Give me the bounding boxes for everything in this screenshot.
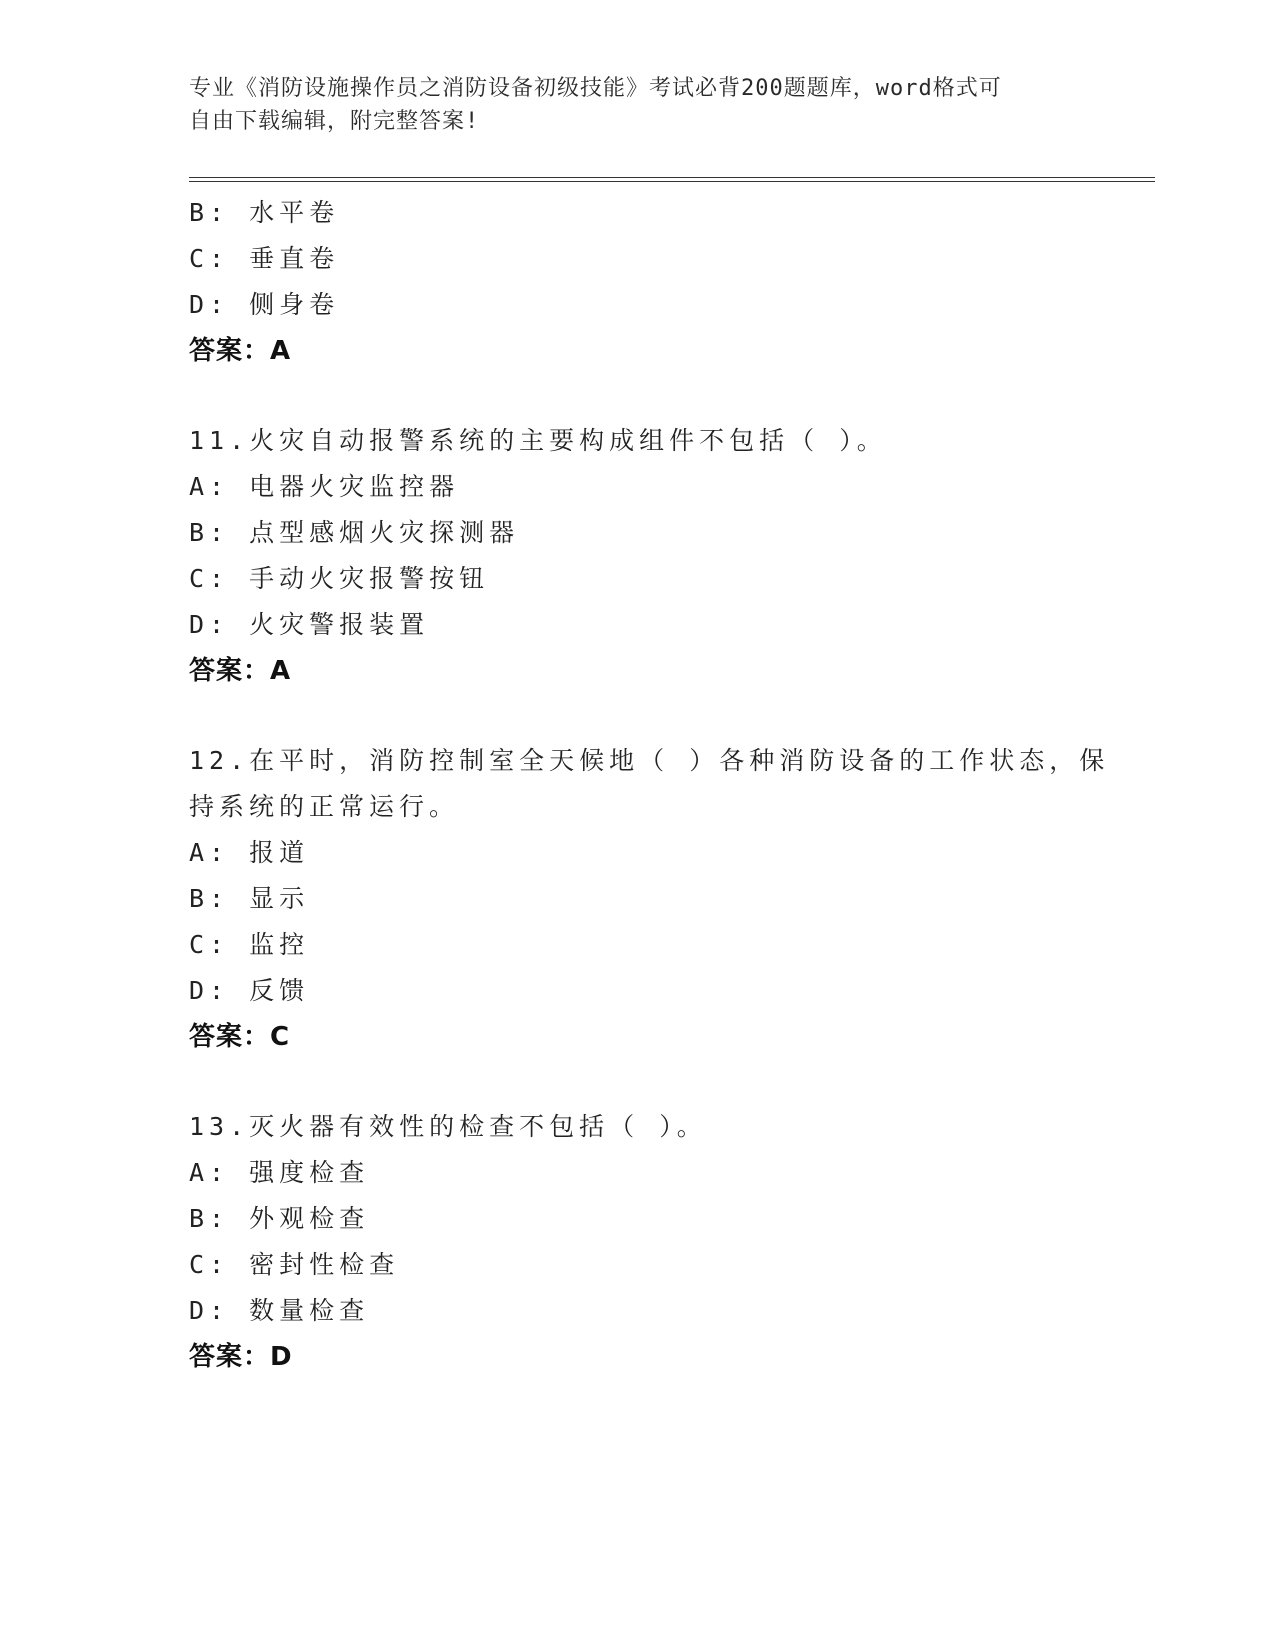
option-a: A: 强度检查: [189, 1158, 370, 1187]
question-block-11: [189, 418, 1089, 694]
header-divider: [189, 177, 1155, 182]
header-line-1: 专业《消防设施操作员之消防设备初级技能》考试必背200题题库，word格式可: [189, 76, 1002, 101]
answer-line: 答案：A: [189, 336, 292, 366]
question-list: [189, 190, 1110, 1380]
answer-line: 答案：A: [189, 656, 292, 686]
answer-line: 答案：C: [189, 1022, 291, 1052]
answer-line: 答案：D: [189, 1342, 293, 1372]
question-stem: 13.灭火器有效性的检查不包括（ ）。: [189, 1112, 707, 1141]
option-d: D: 侧身卷: [189, 290, 340, 319]
option-d: D: 火灾警报装置: [189, 610, 430, 639]
option-b: B: 显示: [189, 884, 310, 913]
option-c: C: 监控: [189, 930, 310, 959]
document-header: [189, 72, 1089, 138]
question-block-13: [189, 1104, 1089, 1380]
option-d: D: 数量检查: [189, 1296, 370, 1325]
header-line-2: 自由下载编辑，附完整答案!: [189, 109, 480, 134]
question-stem-line-1: 12.在平时，消防控制室全天候地（ ）各种消防设备的工作状态，保: [189, 746, 1110, 775]
question-block-12: [189, 738, 1110, 1060]
option-b: B: 点型感烟火灾探测器: [189, 518, 520, 547]
question-stem: 11.火灾自动报警系统的主要构成组件不包括（ ）。: [189, 426, 887, 455]
option-d: D: 反馈: [189, 976, 310, 1005]
option-b: B: 外观检查: [189, 1204, 370, 1233]
option-b: B: 水平卷: [189, 198, 340, 227]
option-c: C: 密封性检查: [189, 1250, 400, 1279]
option-a: A: 电器火灾监控器: [189, 472, 460, 501]
option-a: A: 报道: [189, 838, 310, 867]
question-block-10: [189, 190, 1089, 374]
question-stem-line-2: 持系统的正常运行。: [189, 792, 460, 821]
option-c: C: 手动火灾报警按钮: [189, 564, 490, 593]
option-c: C: 垂直卷: [189, 244, 340, 273]
